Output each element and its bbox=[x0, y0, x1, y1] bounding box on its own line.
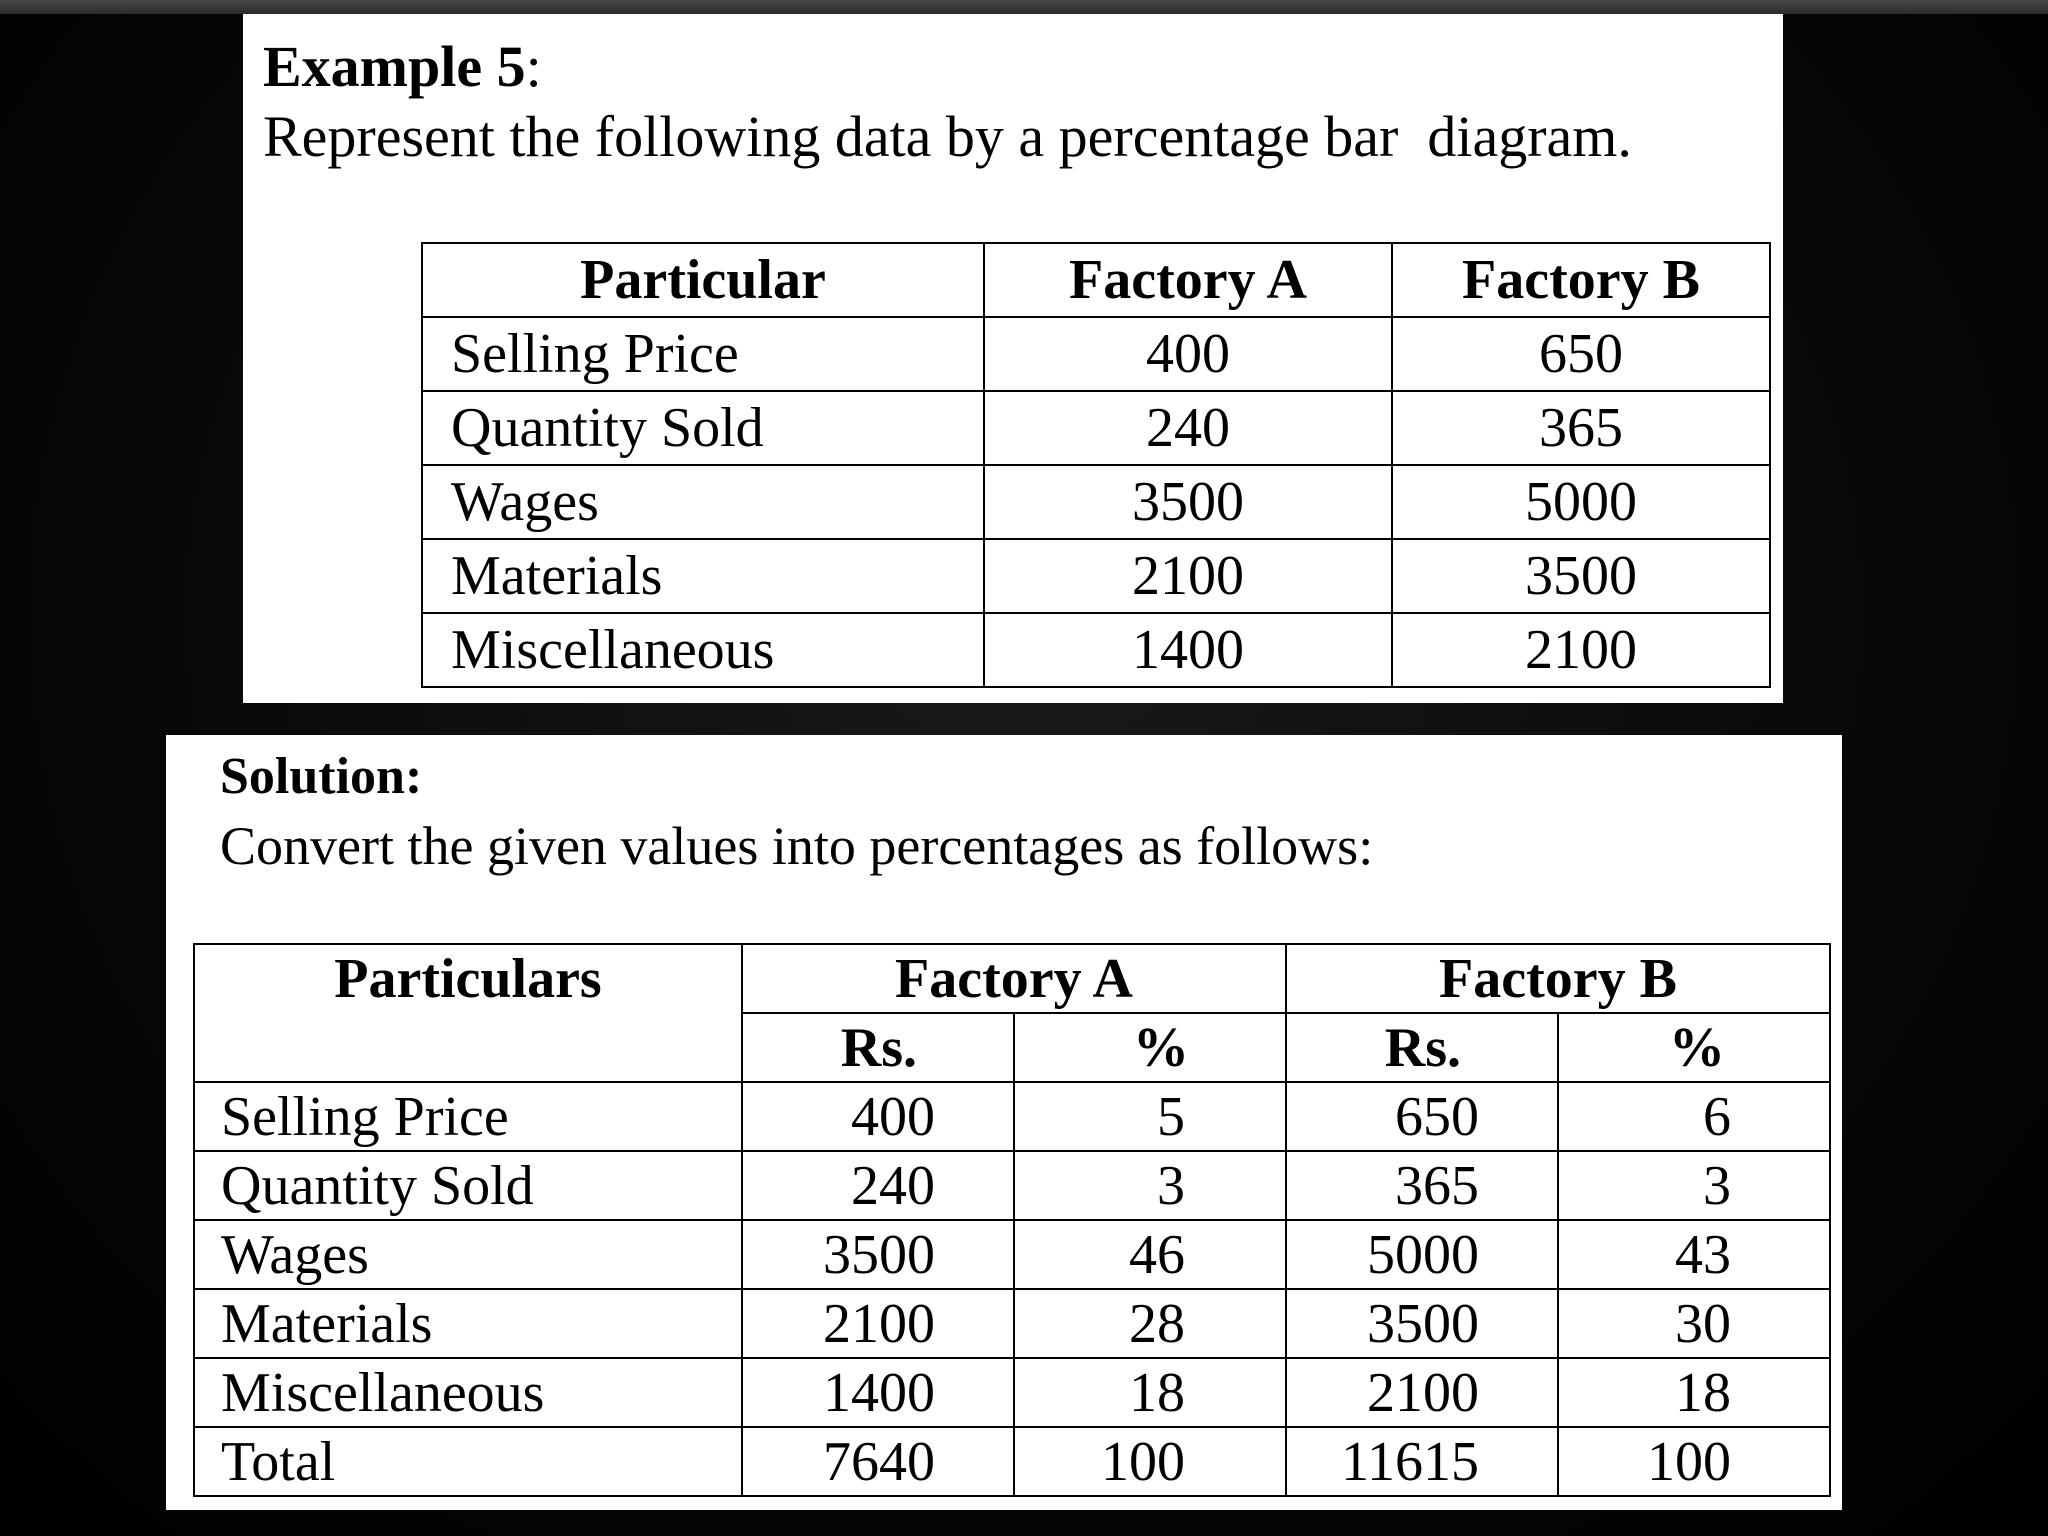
factory-b-value: 2100 bbox=[1392, 613, 1770, 687]
factory-b-percent: 3 bbox=[1558, 1151, 1830, 1220]
factory-b-rs: 2100 bbox=[1286, 1358, 1558, 1427]
factory-b-percent: 30 bbox=[1558, 1289, 1830, 1358]
header-factory-b-rs: Rs. bbox=[1286, 1013, 1558, 1082]
header-factory-b: Factory B bbox=[1392, 243, 1770, 317]
example-instruction: Represent the following data by a percentage bar diagram. bbox=[263, 104, 1632, 169]
factory-b-rs: 3500 bbox=[1286, 1289, 1558, 1358]
row-label: Quantity Sold bbox=[422, 391, 984, 465]
solution-header-row bbox=[194, 944, 1830, 1013]
header-factory-a-rs: Rs. bbox=[742, 1013, 1014, 1082]
solution-subheader-row bbox=[194, 1013, 1830, 1082]
row-label: Miscellaneous bbox=[194, 1358, 742, 1427]
factory-a-percent: 28 bbox=[1014, 1289, 1286, 1358]
factory-a-rs: 7640 bbox=[742, 1427, 1014, 1496]
example-heading bbox=[263, 32, 542, 102]
factory-b-value: 650 bbox=[1392, 317, 1770, 391]
factory-a-percent: 18 bbox=[1014, 1358, 1286, 1427]
factory-a-rs: 2100 bbox=[742, 1289, 1014, 1358]
header-factory-a: Factory A bbox=[742, 944, 1286, 1013]
factory-b-percent: 43 bbox=[1558, 1220, 1830, 1289]
example-colon: : bbox=[525, 34, 542, 99]
factory-a-percent: 46 bbox=[1014, 1220, 1286, 1289]
header-factory-a-percent: % bbox=[1014, 1013, 1286, 1082]
solution-panel bbox=[166, 735, 1842, 1510]
row-label: Materials bbox=[194, 1289, 742, 1358]
row-label: Quantity Sold bbox=[194, 1151, 742, 1220]
solution-table bbox=[193, 943, 1831, 1497]
table-row bbox=[194, 1151, 1830, 1220]
factory-b-percent: 6 bbox=[1558, 1082, 1830, 1151]
factory-a-value: 3500 bbox=[984, 465, 1392, 539]
header-factory-b: Factory B bbox=[1286, 944, 1830, 1013]
solution-heading: Solution: bbox=[220, 748, 423, 805]
factory-b-rs: 5000 bbox=[1286, 1220, 1558, 1289]
table-row bbox=[194, 1220, 1830, 1289]
factory-a-value: 400 bbox=[984, 317, 1392, 391]
factory-a-percent: 5 bbox=[1014, 1082, 1286, 1151]
header-particulars: Particulars bbox=[194, 944, 742, 1013]
factory-b-rs: 650 bbox=[1286, 1082, 1558, 1151]
total-row bbox=[194, 1427, 1830, 1496]
table-row bbox=[422, 465, 1770, 539]
row-label: Materials bbox=[422, 539, 984, 613]
row-label: Selling Price bbox=[194, 1082, 742, 1151]
factory-a-value: 240 bbox=[984, 391, 1392, 465]
table-row bbox=[422, 613, 1770, 687]
table-row bbox=[422, 391, 1770, 465]
example-label: Example 5 bbox=[263, 34, 526, 99]
factory-b-value: 3500 bbox=[1392, 539, 1770, 613]
row-label: Selling Price bbox=[422, 317, 984, 391]
factory-b-rs: 11615 bbox=[1286, 1427, 1558, 1496]
factory-a-percent: 3 bbox=[1014, 1151, 1286, 1220]
factory-a-rs: 1400 bbox=[742, 1358, 1014, 1427]
top-border-strip bbox=[0, 0, 2048, 14]
table-row bbox=[422, 539, 1770, 613]
row-label: Total bbox=[194, 1427, 742, 1496]
header-factory-a: Factory A bbox=[984, 243, 1392, 317]
factory-b-value: 365 bbox=[1392, 391, 1770, 465]
table-row bbox=[194, 1289, 1830, 1358]
factory-a-rs: 240 bbox=[742, 1151, 1014, 1220]
factory-b-percent: 100 bbox=[1558, 1427, 1830, 1496]
header-factory-b-percent: % bbox=[1558, 1013, 1830, 1082]
example-panel bbox=[243, 14, 1783, 703]
factory-b-percent: 18 bbox=[1558, 1358, 1830, 1427]
factory-a-value: 1400 bbox=[984, 613, 1392, 687]
row-label: Wages bbox=[194, 1220, 742, 1289]
factory-a-percent: 100 bbox=[1014, 1427, 1286, 1496]
factory-a-value: 2100 bbox=[984, 539, 1392, 613]
factory-b-value: 5000 bbox=[1392, 465, 1770, 539]
header-particular: Particular bbox=[422, 243, 984, 317]
table-row bbox=[422, 317, 1770, 391]
data-table-header-row bbox=[422, 243, 1770, 317]
header-blank-cell bbox=[194, 1013, 742, 1082]
data-table bbox=[421, 242, 1771, 688]
solution-text: Convert the given values into percentages as follows: bbox=[220, 816, 1374, 876]
table-row bbox=[194, 1082, 1830, 1151]
row-label: Miscellaneous bbox=[422, 613, 984, 687]
factory-b-rs: 365 bbox=[1286, 1151, 1558, 1220]
factory-a-rs: 3500 bbox=[742, 1220, 1014, 1289]
factory-a-rs: 400 bbox=[742, 1082, 1014, 1151]
row-label: Wages bbox=[422, 465, 984, 539]
table-row bbox=[194, 1358, 1830, 1427]
